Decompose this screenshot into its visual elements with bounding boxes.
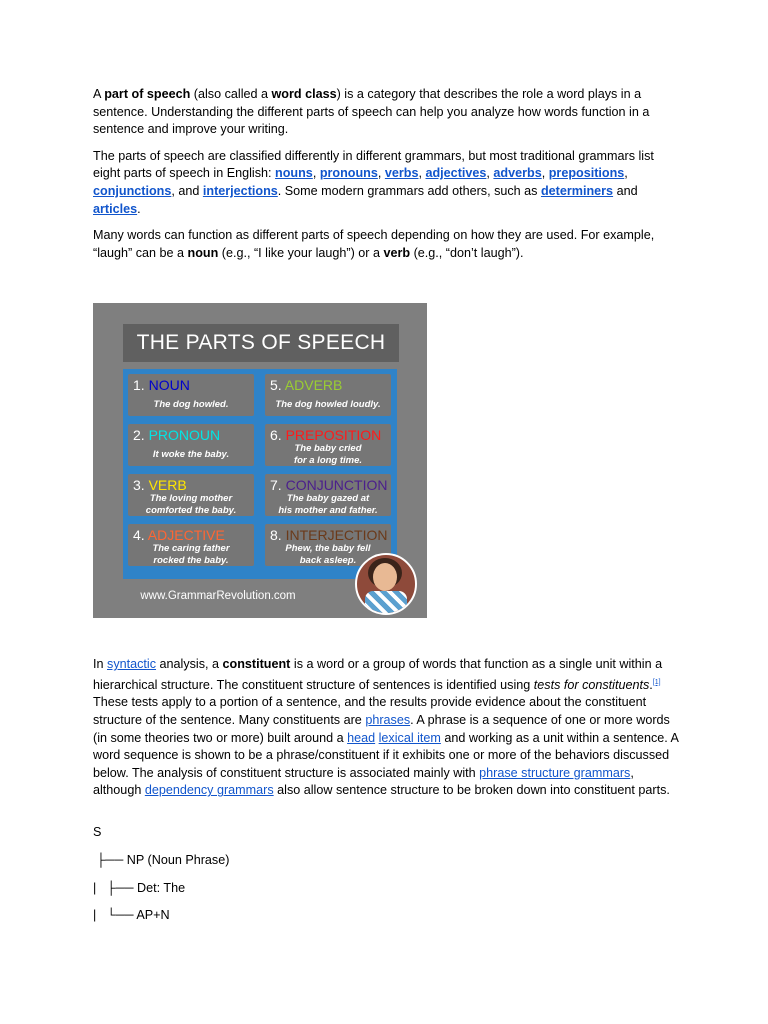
- cell-heading: 1. NOUN: [133, 377, 190, 393]
- text: , and: [171, 183, 203, 198]
- link-syntactic[interactable]: syntactic: [107, 657, 157, 671]
- infographic-cell-conjunction: [265, 474, 391, 516]
- paragraph-eight-parts: The parts of speech are classified differently in different grammars, but most traditional grammars list eight parts of speech in English: nouns, pronouns, verbs, adjectives, adverbs, prepositions, conjunctions, and interjections. Some modern grammars add others, such as determiners and articles.: [93, 148, 654, 216]
- text: (e.g., “I like your laugh”) or a: [218, 245, 384, 260]
- text: and working as a unit within a sentence. A word sequence is shown to be a phrase/constituent if it exhibits one or more of the behaviors discussed below. The analysis of constituent structure is associated mainly with: [93, 730, 679, 780]
- cell-heading: 6. PREPOSITION: [270, 427, 382, 443]
- text: is a word or a group of words that function as a single unit within a hierarchical structure. The constituent structure of sentences is identified using: [93, 657, 663, 692]
- link-lexical-item[interactable]: lexical item: [378, 730, 441, 745]
- cell-example-line: The dog howled.: [153, 399, 229, 410]
- text: . A phrase is a sequence of one or more words (in some theories two or more) built around a: [93, 712, 670, 745]
- link-head[interactable]: head: [347, 730, 376, 745]
- author-photo: [355, 553, 417, 615]
- link-conjunctions[interactable]: conjunctions: [93, 183, 172, 198]
- paragraph-constituent: [93, 656, 683, 800]
- cell-heading: 8. INTERJECTION: [270, 527, 388, 543]
- tree-line-det: | ├── Det: The: [93, 881, 186, 895]
- cell-example-line: his mother and father.: [278, 505, 378, 516]
- cell-heading: 4. ADJECTIVE: [133, 527, 225, 543]
- link-pronouns[interactable]: pronouns: [319, 166, 378, 181]
- cell-example-line: It woke the baby.: [152, 449, 230, 460]
- cell-example-line: The baby gazed at: [286, 493, 370, 504]
- cell-example-line: The baby cried: [294, 443, 362, 454]
- link-dependency-grammars[interactable]: dependency grammars: [144, 783, 274, 798]
- cell-example-line: comforted the baby.: [145, 505, 237, 516]
- link-nouns[interactable]: nouns: [275, 166, 313, 181]
- text: ) is a category that describes the role a word plays in a sentence. Understanding the different parts of speech can help you analyze how words function in a sentence and improve your writing.: [93, 87, 650, 137]
- term-tests-for-constituents: tests for constituents: [533, 677, 650, 692]
- infographic-cell-adjective: [128, 524, 254, 566]
- infographic-cell-preposition: [265, 424, 391, 466]
- parts-of-speech-infographic: [93, 303, 427, 618]
- cell-heading: 3. VERB: [133, 477, 187, 493]
- text: analysis, a: [156, 657, 223, 671]
- cell-heading: 2. PRONOUN: [133, 427, 221, 443]
- infographic-title: THE PARTS OF SPEECH: [123, 324, 399, 362]
- infographic-url: www.GrammarRevolution.com: [140, 590, 296, 602]
- text: also allow sentence structure to be broken down into constituent parts.: [273, 783, 670, 798]
- paragraph-intro: [93, 86, 683, 139]
- tree-line-root: S: [93, 825, 102, 839]
- text: .: [649, 677, 653, 692]
- cell-example-line: The dog howled loudly.: [275, 399, 381, 410]
- text: (also called a: [190, 87, 272, 101]
- text: The parts of speech are classified differently in different grammars, but most traditional grammars list eight parts of speech in English:: [93, 148, 654, 181]
- link-adjectives[interactable]: adjectives: [425, 166, 487, 181]
- infographic-grid: [123, 369, 397, 579]
- term-verb: verb: [383, 245, 411, 260]
- text: Many words can function as different parts of speech depending on how they are used. For example, “laugh” can be a: [93, 228, 655, 260]
- paragraph-laugh-example: [93, 227, 683, 262]
- link-determiners[interactable]: determiners: [540, 183, 614, 198]
- cell-example-line: Phew, the baby fell: [285, 543, 371, 554]
- infographic-cell-noun: [128, 374, 254, 416]
- link-articles[interactable]: articles: [93, 201, 138, 216]
- cell-example-line: back asleep.: [299, 555, 357, 566]
- infographic-cell-verb: [128, 474, 254, 516]
- cell-example-line: rocked the baby.: [153, 555, 229, 566]
- term-noun: noun: [187, 245, 219, 260]
- term-word-class: word class: [271, 87, 337, 101]
- link-prepositions[interactable]: prepositions: [548, 166, 625, 181]
- link-phrases[interactable]: phrases: [365, 712, 411, 727]
- cell-example-line: The loving mother: [149, 493, 233, 504]
- document-body: [93, 86, 683, 271]
- text: (e.g., “don’t laugh”).: [410, 245, 524, 260]
- text: .: [137, 201, 141, 216]
- link-adverbs[interactable]: adverbs: [493, 166, 542, 181]
- footnote-link[interactable]: [1]: [652, 678, 661, 686]
- link-verbs[interactable]: verbs: [384, 166, 419, 181]
- text: In: [93, 657, 108, 671]
- term-constituent: constituent: [222, 657, 291, 671]
- infographic-cell-adverb: [265, 374, 391, 416]
- infographic-cell-pronoun: [128, 424, 254, 466]
- text: . Some modern grammars add others, such as: [277, 183, 541, 198]
- cell-heading: 7. CONJUNCTION: [270, 477, 388, 493]
- cell-heading: 5. ADVERB: [270, 377, 343, 393]
- link-phrase-structure-grammars[interactable]: phrase structure grammars: [479, 765, 631, 780]
- link-interjections[interactable]: interjections: [202, 183, 278, 198]
- cell-example-line: for a long time.: [293, 455, 363, 466]
- tree-line-ap-n: | └── AP+N: [93, 908, 170, 922]
- term-part-of-speech: part of speech: [104, 87, 191, 101]
- cell-example-line: The caring father: [152, 543, 230, 554]
- text: A: [93, 87, 105, 101]
- text: , although: [93, 765, 634, 798]
- tree-line-np: ├── NP (Noun Phrase): [93, 853, 230, 867]
- text: These tests apply to a portion of a sentence, and the results provide evidence about the constituent structure of the sentence. Many constituents are: [93, 695, 647, 727]
- text: and: [613, 183, 638, 198]
